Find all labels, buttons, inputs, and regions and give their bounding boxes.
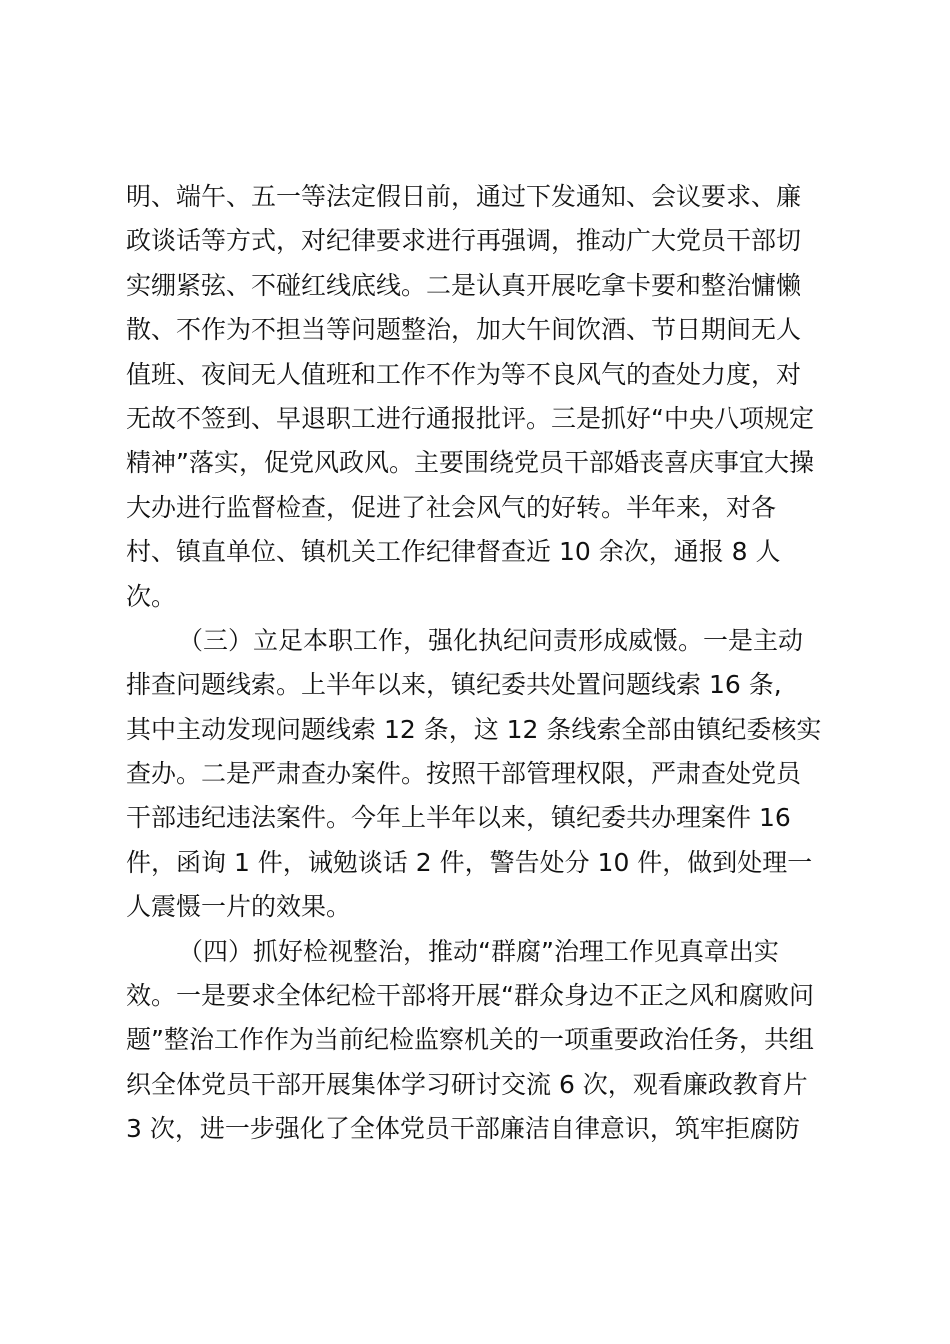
text-line: 题”整治工作作为当前纪检监察机关的一项重要政治任务，共组 — [126, 1025, 814, 1055]
paragraph — [126, 619, 836, 930]
text-line: 散、不作为不担当等问题整治，加大午间饮酒、节日期间无人 — [126, 315, 802, 345]
text-line: 村、镇直单位、镇机关工作纪律督查近 10 余次，通报 8 人 — [126, 537, 781, 567]
text-line: 织全体党员干部开展集体学习研讨交流 6 次，观看廉政教育片 — [126, 1069, 808, 1099]
text-line: 无故不签到、早退职工进行通报批评。三是抓好“中央八项规定 — [126, 403, 814, 433]
text-line: 其中主动发现问题线索 12 条，这 12 条线索全部由镇纪委核实 — [126, 714, 822, 744]
text-line: 精神”落实，促党风政风。主要围绕党员干部婚丧喜庆事宜大操 — [126, 448, 814, 478]
text-line: （四）抓好检视整治，推动“群腐”治理工作见真章出实 — [178, 936, 779, 966]
text-line: 明、端午、五一等法定假日前，通过下发通知、会议要求、廉 — [126, 182, 802, 211]
paragraph — [126, 175, 836, 619]
paragraph — [126, 930, 836, 1152]
text-line: 排查问题线索。上半年以来，镇纪委共处置问题线索 16 条, — [126, 670, 782, 700]
text-line: 3 次，进一步强化了全体党员干部廉洁自律意识，筑牢拒腐防 — [126, 1114, 800, 1144]
text-line: 干部违纪违法案件。今年上半年以来，镇纪委共办理案件 16 — [126, 803, 791, 833]
text-line: 查办。二是严肃查办案件。按照干部管理权限，严肃查处党员 — [126, 759, 802, 789]
text-line: 效。一是要求全体纪检干部将开展“群众身边不正之风和腐败问 — [126, 981, 814, 1011]
document-body — [126, 175, 836, 1152]
text-line: 实绷紧弦、不碰红线底线。二是认真开展吃拿卡要和整治慵懒 — [126, 270, 802, 300]
text-line: 值班、夜间无人值班和工作不作为等不良风气的查处力度，对 — [126, 359, 802, 389]
text-line: （三）立足本职工作，强化执纪问责形成威慑。一是主动 — [178, 625, 804, 655]
text-line: 件，函询 1 件，诫勉谈话 2 件，警告处分 10 件，做到处理一 — [126, 847, 813, 877]
text-line: 次。 — [126, 581, 177, 611]
text-line: 政谈话等方式，对纪律要求进行再强调，推动广大党员干部切 — [126, 226, 802, 256]
text-line: 大办进行监督检查，促进了社会风气的好转。半年来，对各 — [126, 492, 777, 522]
text-line: 人震慑一片的效果。 — [126, 892, 352, 922]
